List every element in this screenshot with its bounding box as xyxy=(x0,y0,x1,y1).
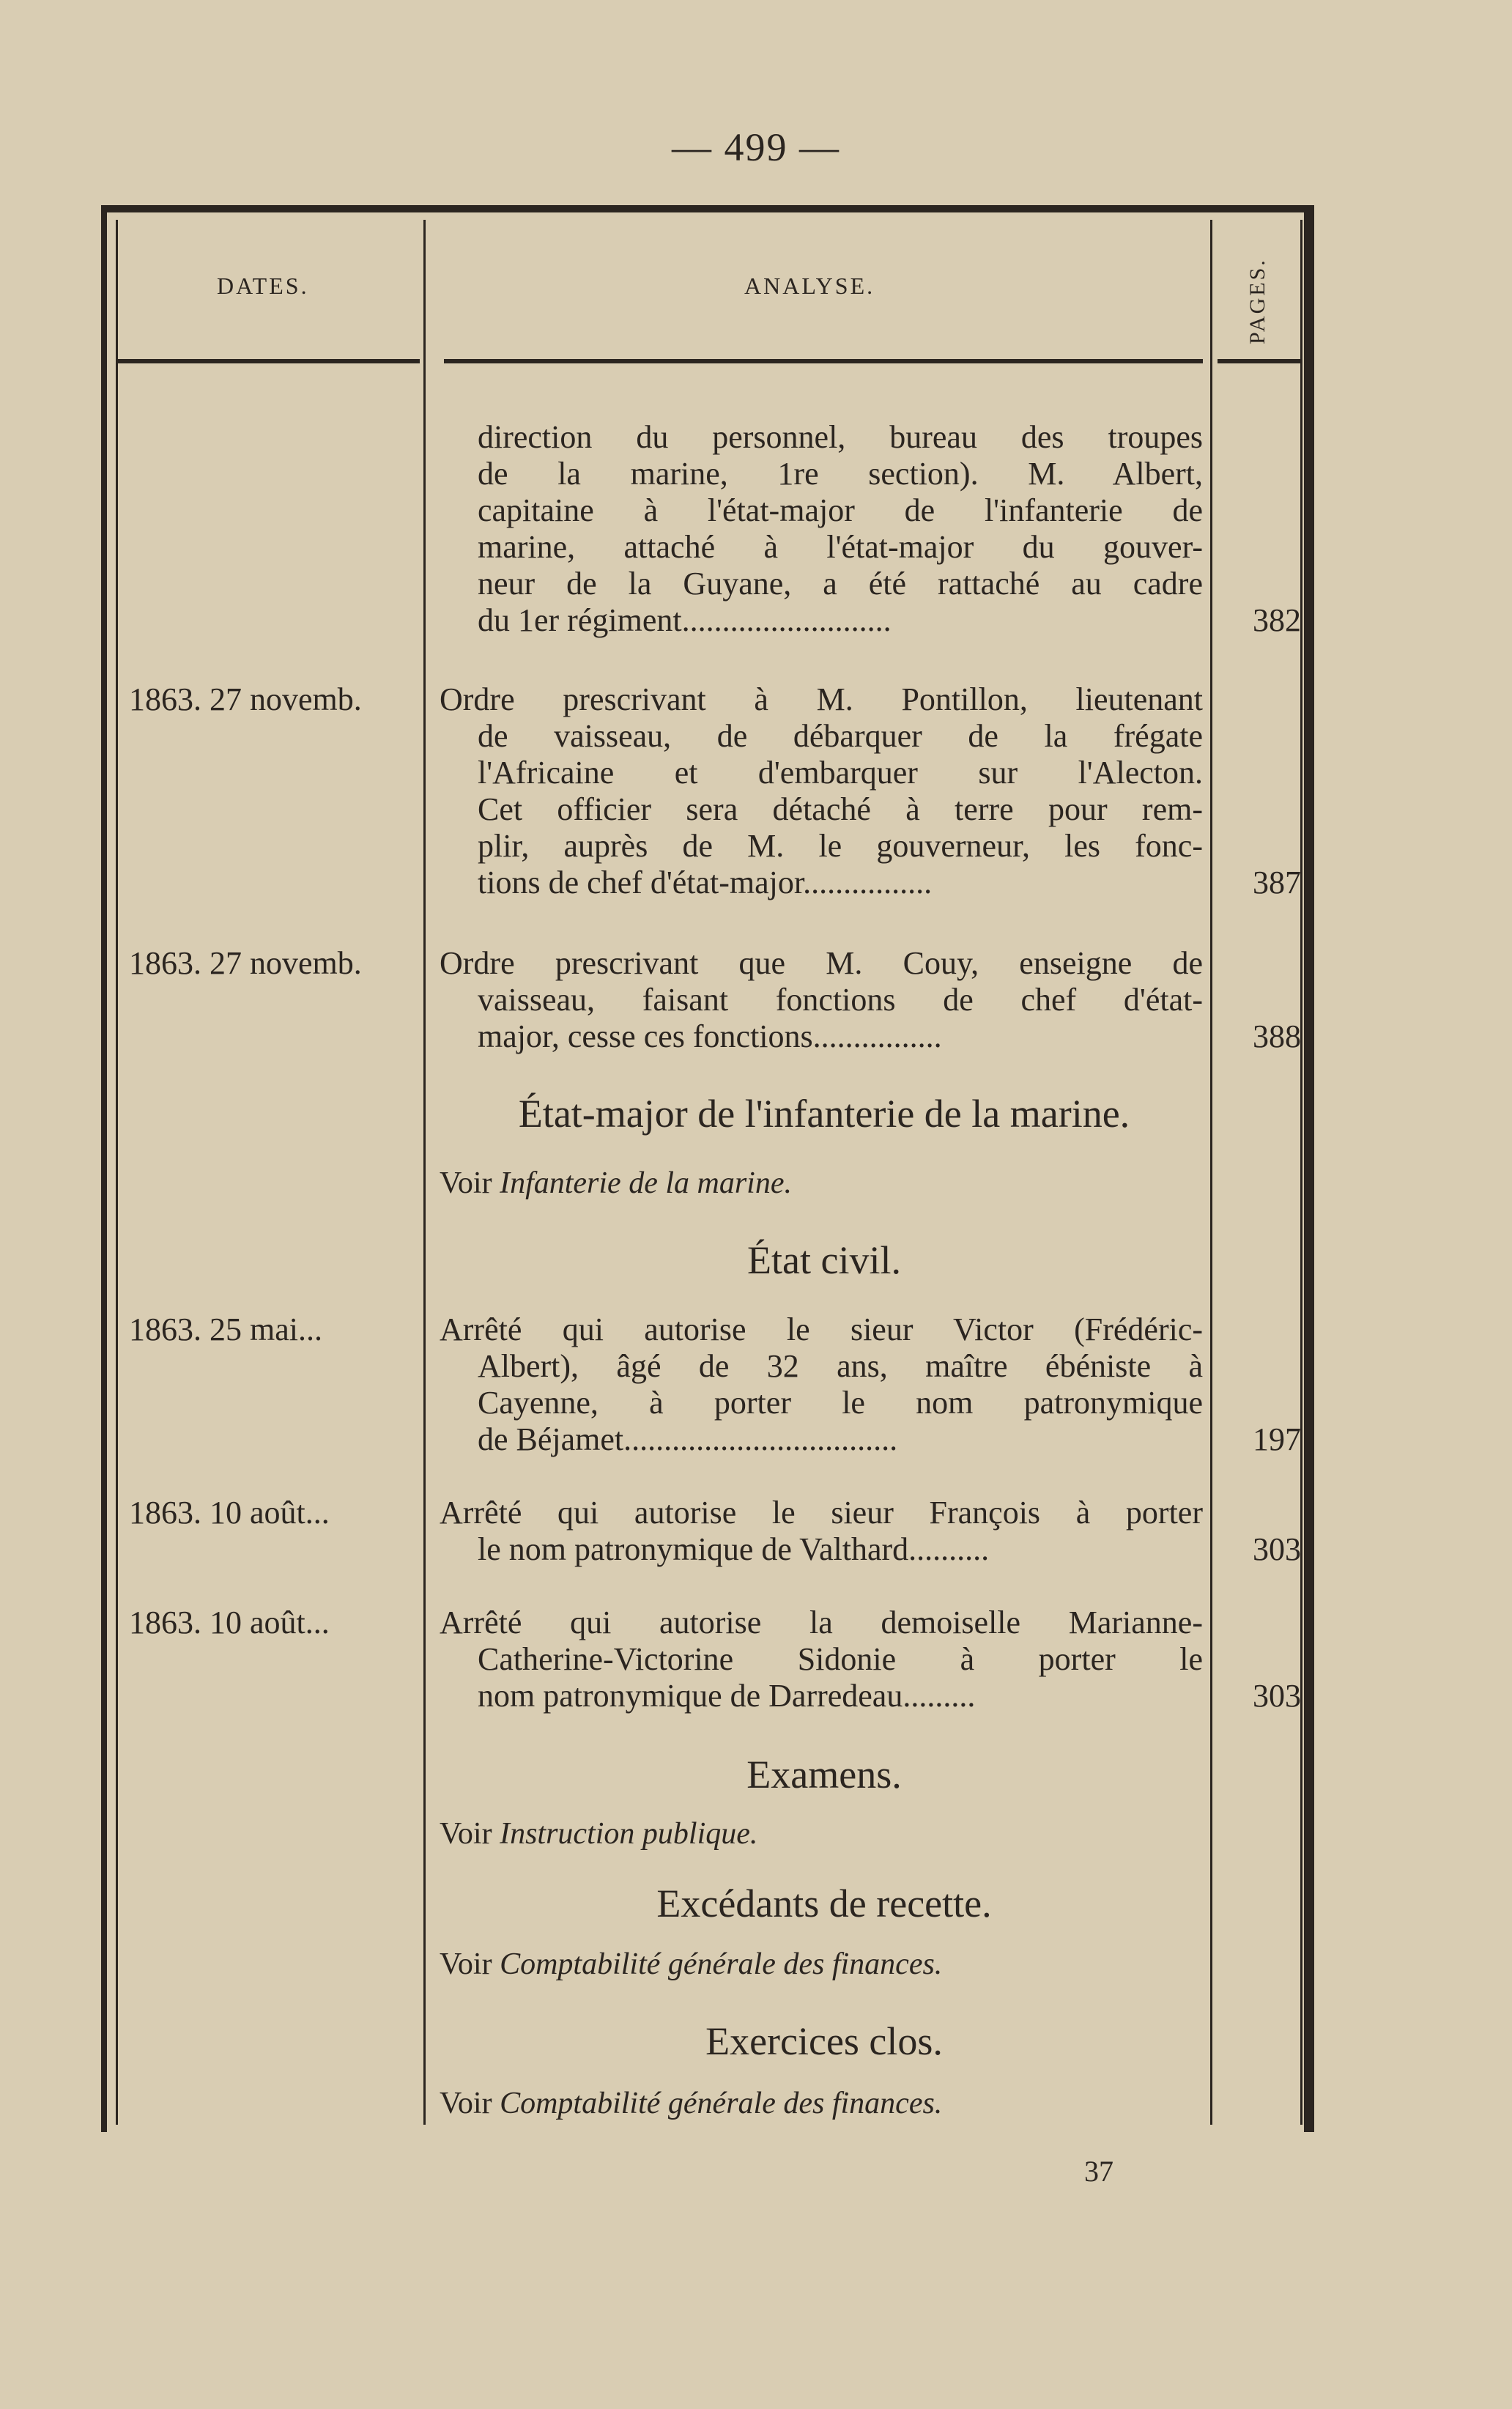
page-number: — 499 — xyxy=(672,125,840,169)
see-label: Voir xyxy=(440,2087,492,2120)
section-title: Examens. xyxy=(746,1753,902,1796)
entry-date: 1863. 10 août... xyxy=(129,1605,330,1640)
column-divider-dates xyxy=(423,220,426,2125)
entry-page: 382 xyxy=(1253,602,1301,638)
entry-line: plir, auprès de M. le gouverneur, les fonc- xyxy=(478,828,1203,864)
entry-line: Ordre prescrivant à M. Pontillon, lieutenant xyxy=(440,681,1203,717)
entry-line: neur de la Guyane, a été rattaché au cadre xyxy=(478,566,1203,602)
see-reference xyxy=(440,1946,942,1983)
entry-page: 303 xyxy=(1253,1531,1301,1567)
entry-line: direction du personnel, bureau des troupes xyxy=(478,419,1203,455)
entry-page: 197 xyxy=(1253,1421,1301,1457)
entry-line: Ordre prescrivant que M. Couy, enseigne de xyxy=(440,945,1203,981)
entry-line: de la marine, 1re section). M. Albert, xyxy=(478,456,1203,492)
entry-date: 1863. 25 mai... xyxy=(129,1311,322,1347)
see-label: Voir xyxy=(440,1817,492,1851)
header-analyse: ANALYSE. xyxy=(744,273,875,299)
entry-page: 303 xyxy=(1253,1678,1301,1714)
entry-line: Arrêté qui autorise la demoiselle Marianne- xyxy=(440,1605,1203,1640)
see-reference xyxy=(440,2085,942,2122)
entry-page: 387 xyxy=(1253,865,1301,900)
section-title: État-major de l'infanterie de la marine. xyxy=(518,1092,1130,1136)
signature-mark: 37 xyxy=(1084,2155,1113,2188)
frame-inner-right-rule xyxy=(1300,220,1302,2125)
see-target: Infanterie de la marine. xyxy=(500,1166,792,1200)
header-dates: DATES. xyxy=(217,273,309,299)
see-label: Voir xyxy=(440,1947,492,1981)
entry-line: Catherine-Victorine Sidonie à porter le xyxy=(478,1641,1203,1677)
frame-inner-left-rule xyxy=(116,220,118,2125)
entry-date: 1863. 27 novemb. xyxy=(129,945,362,981)
entry-line: major, cesse ces fonctions................ xyxy=(478,1018,942,1054)
entry-line: du 1er régiment.......................... xyxy=(478,602,892,638)
entry-line: capitaine à l'état-major de l'infanterie de xyxy=(478,492,1203,528)
see-reference xyxy=(440,1816,757,1852)
entry-line: nom patronymique de Darredeau......... xyxy=(478,1678,976,1714)
entry-line: Cet officier sera détaché à terre pour rem- xyxy=(478,791,1203,827)
entry-line: l'Africaine et d'embarquer sur l'Alecton. xyxy=(478,755,1203,791)
entry-line: Cayenne, à porter le nom patronymique xyxy=(478,1385,1203,1421)
section-title: État civil. xyxy=(747,1238,901,1282)
entry-date: 1863. 10 août... xyxy=(129,1495,330,1531)
entry-line: tions de chef d'état-major................ xyxy=(478,865,933,900)
entry-line: de Béjamet.................................. xyxy=(478,1421,898,1457)
entry-line: de vaisseau, de débarquer de la frégate xyxy=(478,718,1203,754)
entry-line: vaisseau, faisant fonctions de chef d'état- xyxy=(478,982,1203,1018)
see-reference xyxy=(440,1165,792,1202)
entry-date: 1863. 27 novemb. xyxy=(129,681,362,717)
header-rule-dates xyxy=(116,359,420,363)
entry-line: Arrêté qui autorise le sieur Victor (Frédéric- xyxy=(440,1311,1203,1347)
see-label: Voir xyxy=(440,1166,492,1200)
entry-line: Albert), âgé de 32 ans, maître ébéniste à xyxy=(478,1348,1203,1384)
header-pages: PAGES. xyxy=(1245,258,1270,344)
see-target: Instruction publique. xyxy=(500,1817,758,1851)
section-title: Exercices clos. xyxy=(705,2019,943,2063)
entry-page: 388 xyxy=(1253,1018,1301,1054)
entry-line: le nom patronymique de Valthard.......... xyxy=(478,1531,990,1567)
header-rule-pages xyxy=(1218,359,1300,363)
see-target: Comptabilité générale des finances. xyxy=(500,2087,943,2120)
entry-line: marine, attaché à l'état-major du gouver- xyxy=(478,529,1203,565)
section-title: Excédants de recette. xyxy=(656,1881,992,1925)
entry-line: Arrêté qui autorise le sieur François à porter xyxy=(440,1495,1203,1531)
see-target: Comptabilité générale des finances. xyxy=(500,1947,943,1981)
header-rule-analyse xyxy=(444,359,1203,363)
column-divider-pages xyxy=(1210,220,1212,2125)
